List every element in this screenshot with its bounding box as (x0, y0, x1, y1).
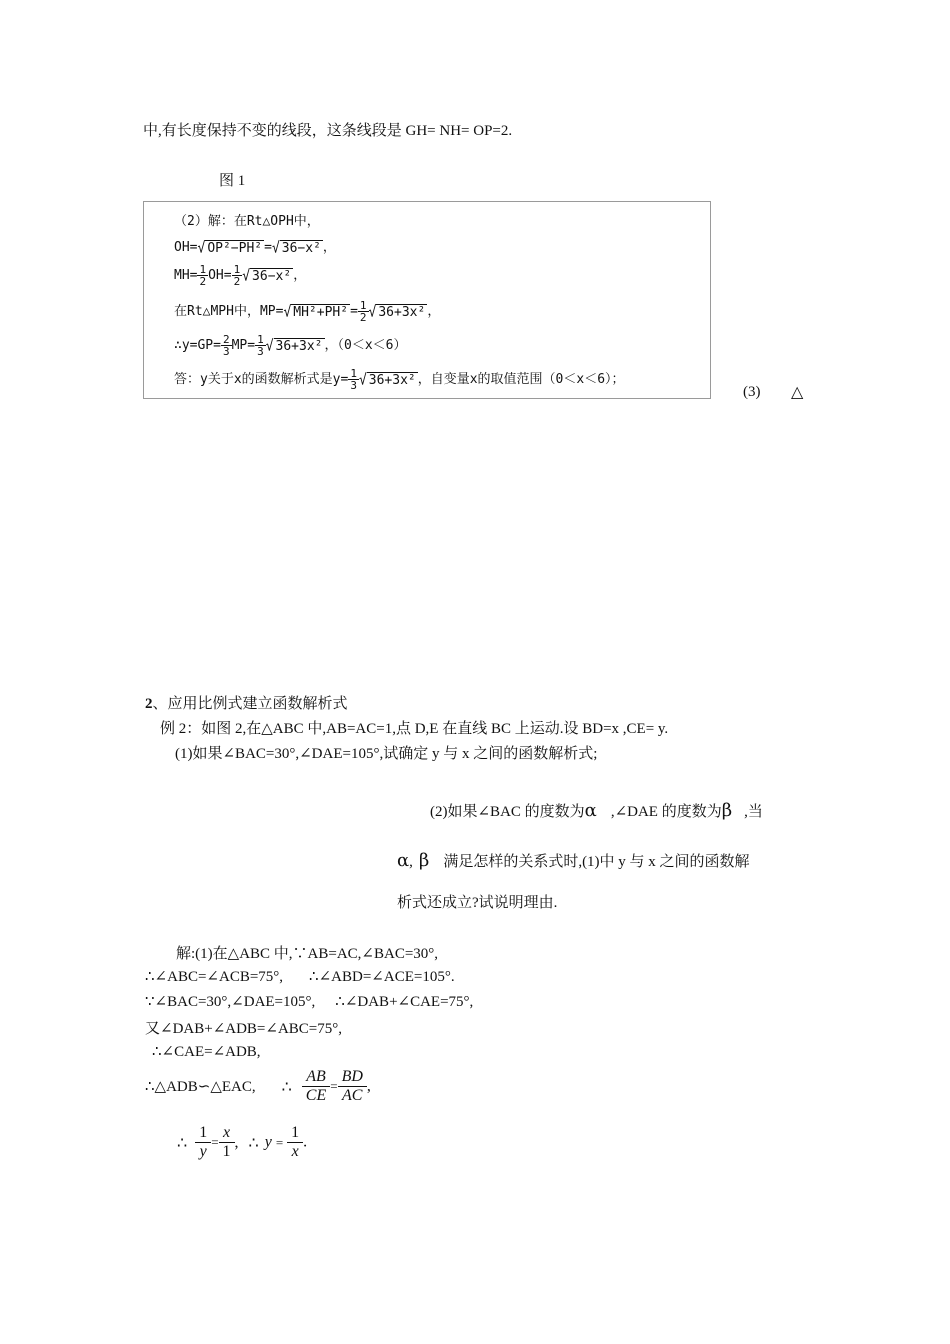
text: ∴y=GP= (174, 338, 221, 353)
radical: √ 36+3x² (265, 337, 323, 355)
example-2-statement: 例 2：如图 2,在△ABC 中,AB=AC=1,点 D,E 在直线 BC 上运动.设 BD=x ,CE= y. (160, 721, 669, 737)
comma: , (234, 1133, 239, 1151)
oh-label: OH= (174, 240, 198, 255)
text: ∴∠DAB+∠CAE=75°, (335, 994, 474, 1010)
box-line-3 (174, 264, 306, 287)
denominator: 1 (222, 1143, 231, 1160)
solution-line-6 (145, 1068, 371, 1105)
numerator: 2 (222, 333, 230, 346)
denominator: x (291, 1143, 299, 1160)
radical: √ 36−x² (271, 239, 321, 257)
box-line-4 (174, 300, 440, 323)
denominator: y (199, 1143, 207, 1160)
alpha-symbol: α (397, 850, 410, 871)
denominator: 3 (257, 345, 264, 358)
text: ∴∠ABC=∠ACB=75°, (145, 969, 284, 985)
side-note-triangle: △ (791, 384, 804, 401)
numerator: 1 (195, 1124, 211, 1143)
text: ,∠DAE 的度数为 (610, 804, 722, 820)
numerator: 1 (233, 263, 241, 276)
fraction-1-x (287, 1124, 303, 1161)
equals: = (211, 1134, 219, 1150)
text: 满足怎样的关系式时,(1)中 y 与 x 之间的函数解 (443, 854, 750, 870)
fraction (232, 264, 243, 287)
equals: = (275, 1134, 284, 1150)
period: . (303, 1133, 308, 1151)
text: ∴△ADB∽△EAC, (145, 1079, 256, 1095)
section-2-heading (145, 692, 348, 713)
comma: , (409, 854, 413, 870)
fraction (221, 334, 232, 357)
radicand: 36+3x² (275, 338, 323, 354)
box-line-2 (174, 236, 336, 256)
denominator: 2 (359, 311, 367, 324)
side-note-number: (3) (743, 384, 761, 400)
denominator: 3 (222, 345, 230, 358)
equals: = (330, 1078, 338, 1094)
range-text: ，（0＜x＜6） (324, 338, 407, 353)
punct: ， (427, 304, 441, 319)
denominator: 2 (233, 275, 241, 288)
text: ∴∠ABD=∠ACE=105°. (309, 969, 455, 985)
solution-line-1: 解:(1)在△ABC 中,∵AB=AC,∠BAC=30°, (176, 946, 439, 962)
intro-line: 中,有长度保持不变的线段，这条线段是 GH= NH= OP=2. (143, 123, 513, 139)
question-2-line-2 (397, 850, 750, 871)
radicand: 36+3x² (378, 304, 426, 320)
therefore: ∴ (281, 1078, 292, 1096)
punct: ， (322, 240, 336, 255)
fraction-bd-ac (338, 1068, 367, 1105)
text: 在Rt△MPH中，MP= (174, 304, 284, 319)
fraction-ab-ce (302, 1068, 330, 1105)
solution-line-4: 又∠DAB+∠ADB=∠ABC=75°, (145, 1021, 343, 1037)
numerator: x (219, 1124, 235, 1143)
equals: = (350, 304, 358, 319)
beta-symbol: β (418, 850, 430, 871)
beta-symbol: β (721, 800, 733, 821)
numerator: AB (302, 1068, 330, 1087)
numerator: 1 (350, 367, 357, 380)
comma: , (366, 1077, 371, 1095)
box-line-6 (174, 368, 625, 391)
radicand: OP²−PH² (207, 240, 263, 256)
radicand: 36−x² (252, 268, 292, 284)
fraction-x-1 (219, 1124, 235, 1161)
mh-label: MH= (174, 268, 198, 283)
therefore: ∴ (248, 1134, 259, 1152)
equals: = (264, 240, 272, 255)
denominator: 3 (350, 379, 357, 392)
numerator: 1 (287, 1124, 303, 1143)
text: ,当 (744, 804, 763, 820)
box-line-5 (174, 334, 406, 357)
radicand: 36+3x² (368, 372, 416, 388)
solution-line-3 (145, 992, 473, 1011)
text: 答：y关于x的函数解析式是y= (174, 372, 349, 387)
radical: √ 36+3x² (358, 371, 416, 389)
radical: √ OP²−PH² (197, 239, 263, 257)
text: OH= (208, 268, 232, 283)
solution-line-5: ∴∠CAE=∠ADB, (152, 1044, 261, 1060)
therefore: ∴ (177, 1134, 188, 1152)
alpha-symbol: α (584, 800, 597, 821)
radicand: 36−x² (281, 240, 321, 256)
numerator: BD (338, 1068, 367, 1087)
denominator: CE (305, 1087, 327, 1104)
fraction-1-y (195, 1124, 211, 1161)
text: ，自变量x的取值范围（0＜x＜6）； (417, 372, 625, 387)
solution-line-2 (145, 967, 455, 986)
denominator: 2 (199, 275, 207, 288)
fraction (358, 300, 369, 323)
solution-image-box (143, 201, 711, 399)
numerator: 1 (359, 299, 367, 312)
box-line-1: （2）解：在Rt△OPH中， (174, 214, 320, 229)
y-variable: y (264, 1133, 272, 1151)
text: MP= (231, 338, 256, 353)
fraction (255, 334, 266, 357)
fraction (197, 264, 208, 287)
question-2-line-3: 析式还成立?试说明理由. (397, 895, 558, 911)
fraction (348, 368, 359, 391)
radicand: MH²+PH² (293, 304, 349, 320)
solution-line-7 (177, 1124, 307, 1161)
numerator: 1 (257, 333, 264, 346)
punct: ， (293, 268, 307, 283)
question-1: (1)如果∠BAC=30°,∠DAE=105°,试确定 y 与 x 之间的函数解析式; (175, 746, 598, 762)
numerator: 1 (199, 263, 207, 276)
section-title: 、应用比例式建立函数解析式 (152, 696, 348, 712)
text: ∵∠BAC=30°,∠DAE=105°, (145, 994, 316, 1010)
question-2-line-1 (430, 800, 763, 821)
radical: √ 36+3x² (368, 303, 426, 321)
text: (2)如果∠BAC 的度数为 (430, 804, 585, 820)
radical: √ 36−x² (242, 267, 292, 285)
section-number: 2 (145, 696, 153, 712)
denominator: AC (342, 1087, 363, 1104)
figure-1-caption: 图 1 (219, 173, 246, 189)
radical: √ MH²+PH² (283, 303, 349, 321)
